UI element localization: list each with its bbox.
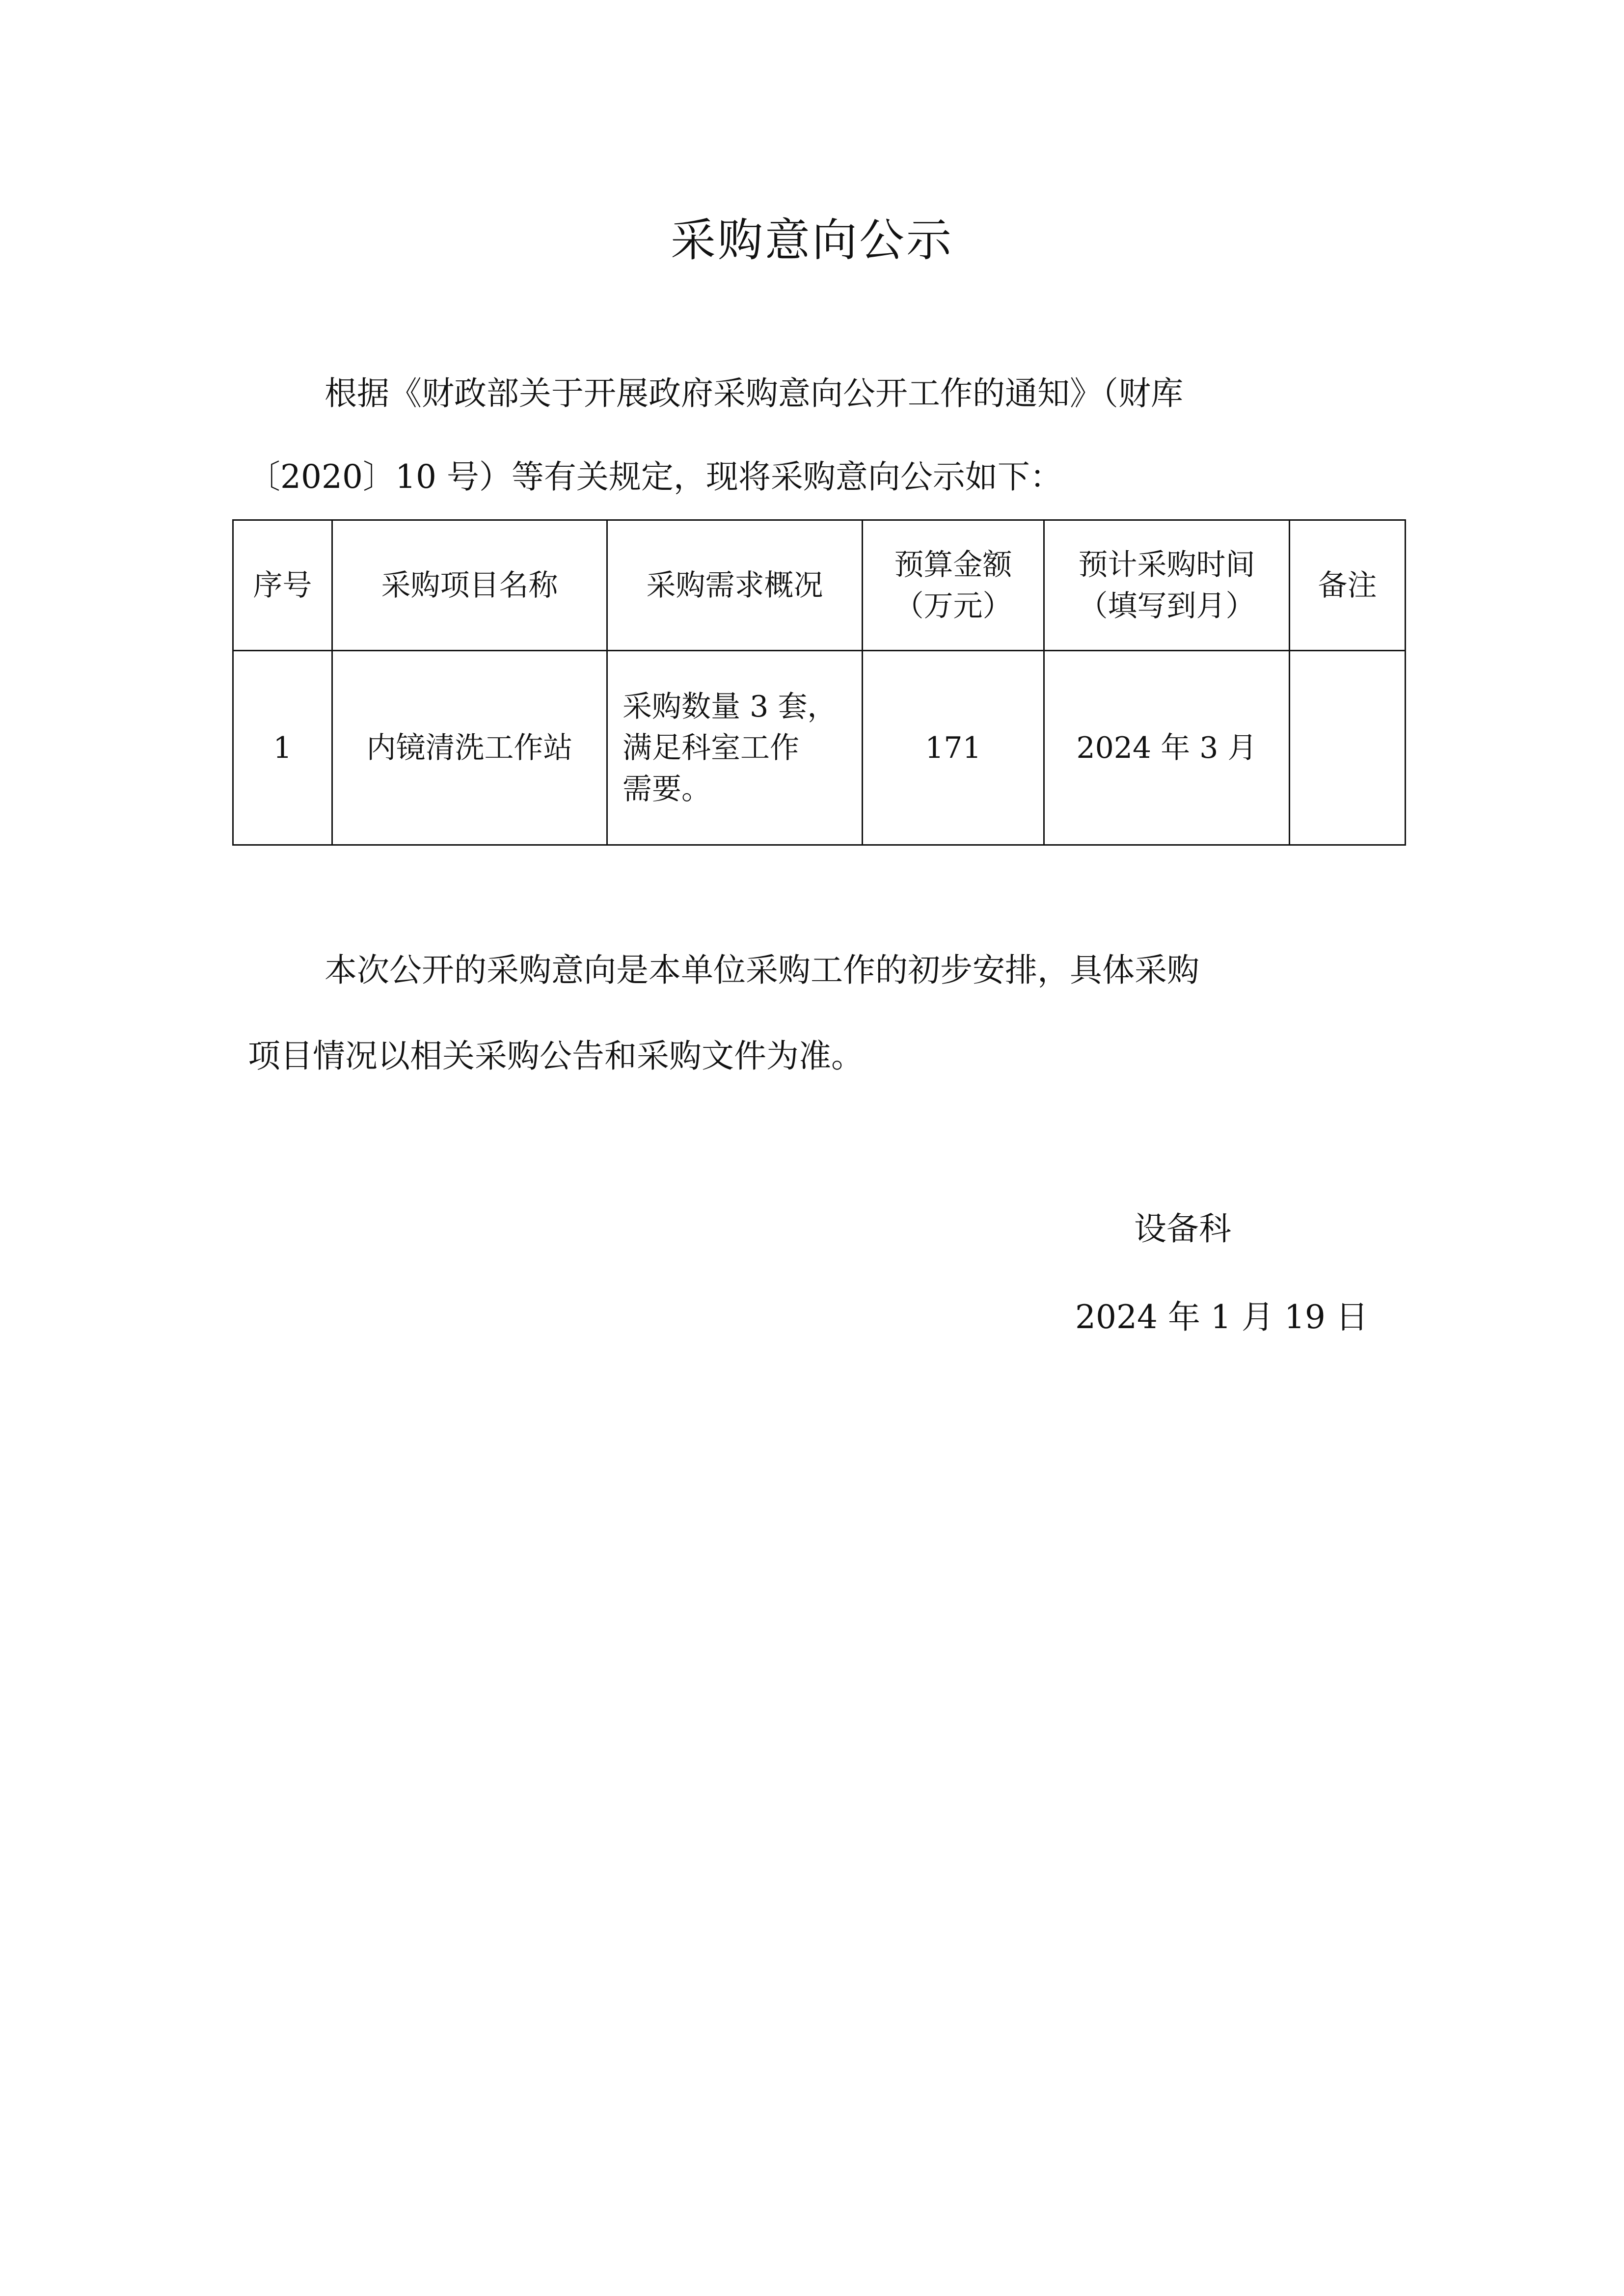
cell-project-name: 内镜清洗工作站 <box>332 651 607 845</box>
procurement-table <box>232 519 1406 846</box>
intro-line-2: 〔2020〕10 号）等有关规定，现将采购意向公示如下： <box>248 458 1062 496</box>
closing-paragraph-continued <box>248 1036 1392 1077</box>
header-budget-line1: 预算金额 <box>894 547 1012 582</box>
header-time-line2: （填写到月） <box>1078 588 1255 623</box>
signature-date: 2024 年 1 月 19 日 <box>1075 1298 1368 1336</box>
summary-line1: 采购数量 3 套， <box>623 689 837 724</box>
summary-line3: 需要。 <box>623 772 711 806</box>
intro-paragraph <box>248 373 1392 414</box>
header-seq: 序号 <box>233 520 332 651</box>
closing-line-1: 本次公开的采购意向是本单位采购工作的初步安排，具体采购 <box>325 951 1199 989</box>
header-time-line1: 预计采购时间 <box>1078 547 1255 582</box>
document-title: 采购意向公示 <box>670 214 953 267</box>
intro-line-1: 根据《财政部关于开展政府采购意向公开工作的通知》（财库 <box>325 374 1183 412</box>
cell-seq: 1 <box>233 651 332 845</box>
header-expected-time <box>1044 520 1290 651</box>
intro-paragraph-continued <box>248 456 1392 498</box>
header-project-name: 采购项目名称 <box>332 520 607 651</box>
cell-remark <box>1290 651 1406 845</box>
cell-expected-time: 2024 年 3 月 <box>1044 651 1290 845</box>
closing-line-2: 项目情况以相关采购公告和采购文件为准。 <box>248 1037 864 1075</box>
summary-line2: 满足科室工作 <box>623 730 799 765</box>
cell-requirement-summary <box>607 651 863 845</box>
header-budget <box>863 520 1044 651</box>
closing-paragraph <box>248 950 1392 991</box>
table-row <box>233 651 1406 845</box>
header-remark: 备注 <box>1290 520 1406 651</box>
signature-department: 设备科 <box>1134 1210 1231 1248</box>
table-header-row <box>233 520 1406 651</box>
cell-budget: 171 <box>863 651 1044 845</box>
header-requirement-summary: 采购需求概况 <box>607 520 863 651</box>
header-budget-line2: （万元） <box>894 588 1012 623</box>
